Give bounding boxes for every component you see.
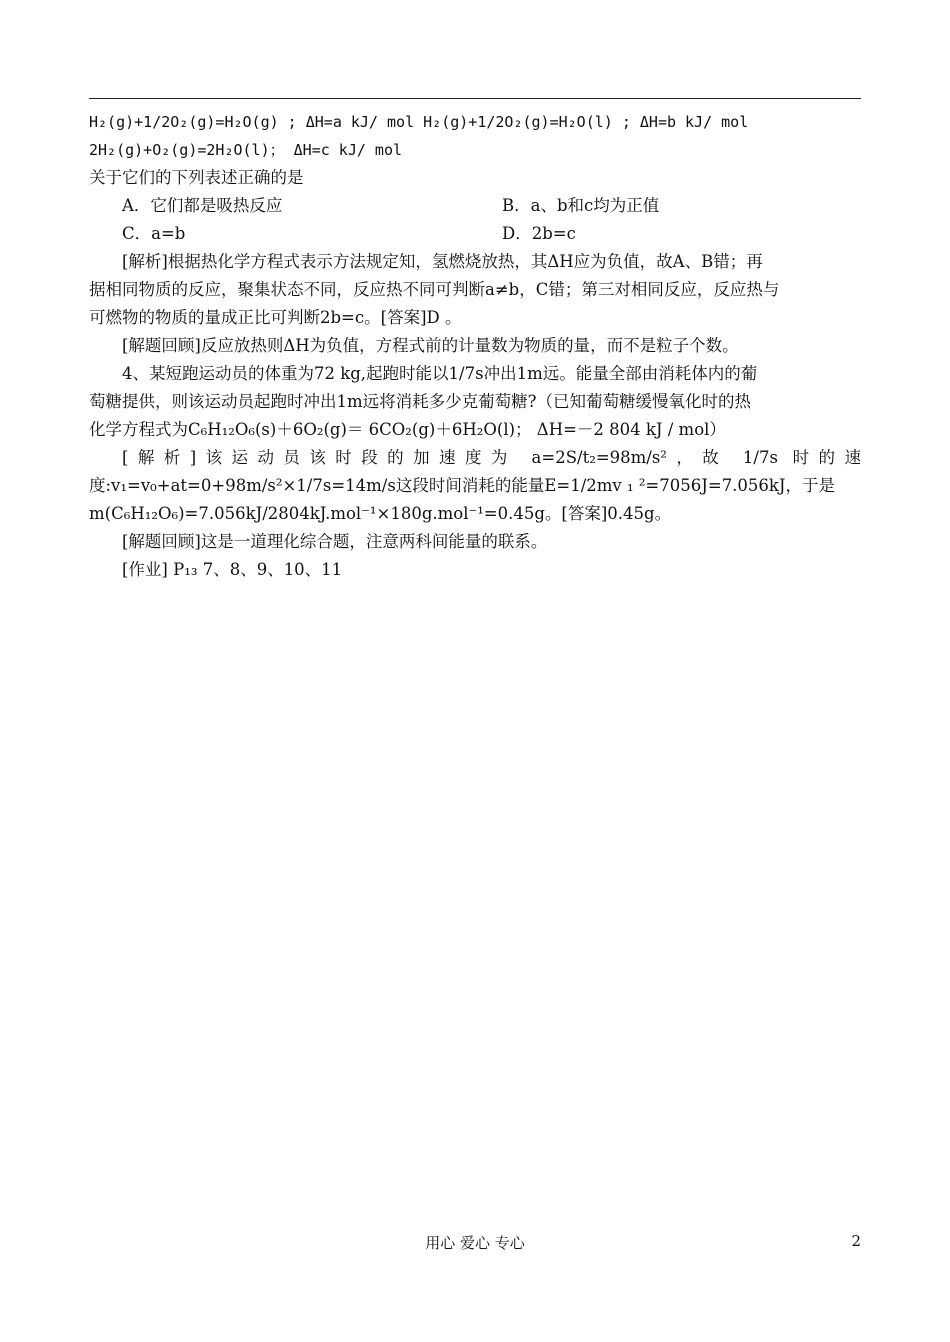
option-c: C．a=b: [122, 224, 186, 243]
problem-4-line-1: 4、某短跑运动员的体重为72 kg,起跑时能以1/7s冲出1m远。能量全部由消耗体内的葡: [122, 364, 758, 383]
analysis-1-line-2: 据相同物质的反应，聚集状态不同，反应热不同可判断a≠b，C错；第三对相同反应，反应热与: [89, 280, 780, 299]
equation-line-1: H₂(g)+1/2O₂(g)=H₂O(g) ; ΔH=a kJ/ mol H₂(g)+1/2O₂(g)=H₂O(l) ; ΔH=b kJ/ mol: [89, 113, 749, 131]
homework: [作业] P₁₃ 7、8、9、10、11: [122, 560, 343, 579]
option-b: B．a、b和c均为正值: [502, 196, 660, 215]
option-a: A．它们都是吸热反应: [122, 196, 283, 215]
footer-motto: 用心 爱心 专心: [425, 1234, 525, 1252]
header-rule: [89, 98, 861, 99]
analysis-1-line-1: [解析]根据热化学方程式表示方法规定知，氢燃烧放热，其ΔH应为负值，故A、B错；再: [122, 252, 763, 271]
analysis-1-line-3: 可燃物的物质的量成正比可判断2b=c。[答案]D 。: [89, 308, 462, 327]
analysis-2-line-2: 度:v₁=v₀+at=0+98m/s²×1/7s=14m/s这段时间消耗的能量E=1/2mv ₁ ²=7056J=7.056kJ，于是: [89, 476, 836, 495]
options-row-1: [89, 192, 861, 220]
problem-4-line-3: 化学方程式为C₆H₁₂O₆(s)＋6O₂(g)＝ 6CO₂(g)＋6H₂O(l)； ΔH=－2 804 kJ / mol）: [89, 420, 726, 439]
review-2: [解题回顾]这是一道理化综合题，注意两科间能量的联系。: [122, 532, 548, 551]
analysis-2-line-1: [解析]该运动员该时段的加速度为 a=2S/t₂=98m/s²，故 1/7s 时的速: [122, 448, 861, 467]
question-text: 关于它们的下列表述正确的是: [89, 168, 304, 187]
options-row-2: [89, 220, 861, 248]
review-1: [解题回顾]反应放热则ΔH为负值，方程式前的计量数为物质的量，而不是粒子个数。: [122, 336, 739, 355]
problem-4-line-2: 萄糖提供，则该运动员起跑时冲出1m远将消耗多少克葡萄糖?（已知葡萄糖缓慢氧化时的热: [89, 392, 751, 411]
analysis-2-line-3: m(C₆H₁₂O₆)=7.056kJ/2804kJ.mol⁻¹×180g.mol⁻¹=0.45g。[答案]0.45g。: [89, 504, 672, 523]
page-number: 2: [851, 1232, 861, 1250]
equation-line-2: 2H₂(g)+O₂(g)=2H₂O(l)； ΔH=c kJ/ mol: [89, 141, 403, 159]
option-d: D．2b=c: [502, 224, 576, 243]
document-body: [89, 108, 861, 584]
